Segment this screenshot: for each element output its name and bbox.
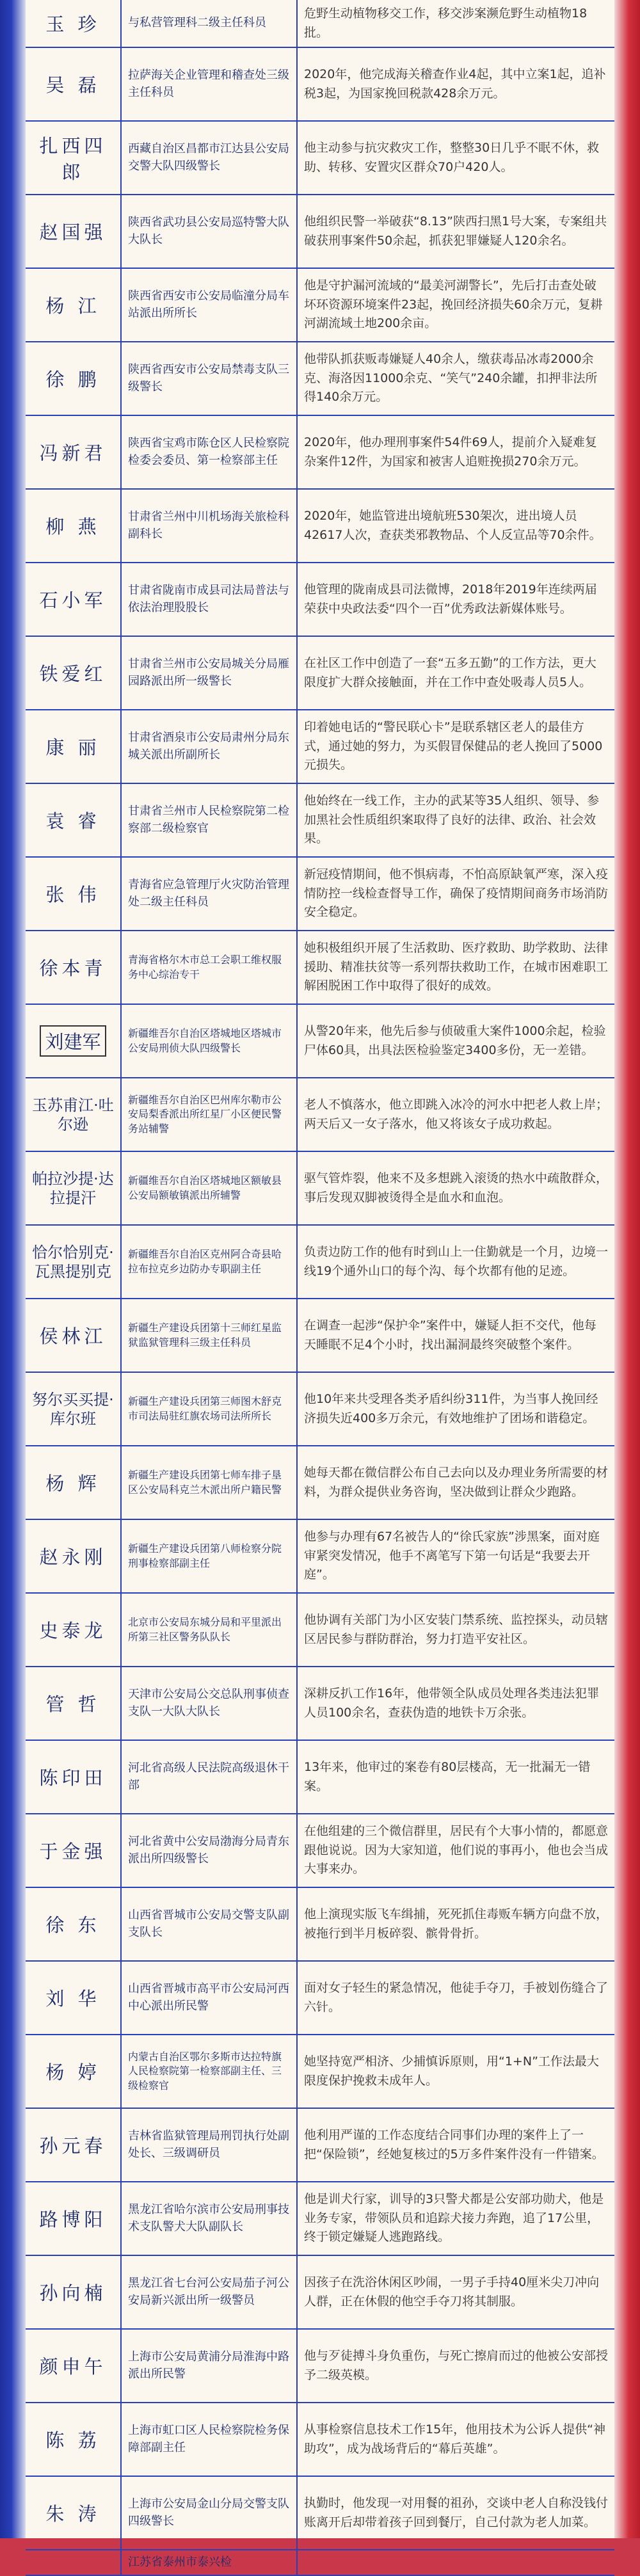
deed-description: 13年来，他审过的案卷有80层楼高，无一批漏无一错案。 xyxy=(304,1760,591,1793)
person-name xyxy=(26,1962,122,2034)
table-row xyxy=(26,637,614,710)
table-row xyxy=(26,2256,614,2330)
person-name xyxy=(26,2182,122,2255)
work-unit: 甘肃省兰州中川机场海关旅检科副科长 xyxy=(122,490,298,562)
person-name-text: 史泰龙 xyxy=(39,1620,107,1642)
work-unit: 甘肃省陇南市成县司法局普法与依法治理股股长 xyxy=(122,563,298,636)
person-name xyxy=(26,1814,122,1887)
person-name-text: 杨 江 xyxy=(45,295,100,317)
person-name-text: 颜申午 xyxy=(39,2356,107,2378)
work-unit: 上海市公安局黄浦分局淮海中路派出所民警 xyxy=(122,2330,298,2402)
work-unit: 上海市虹口区人民检察院检务保障部副主任 xyxy=(122,2403,298,2476)
deed-description: 他组织民警一举破获“8.13”陕西扫黑1号大案，专案组共破获刑事案件50余起，抓获犯罪嫌疑人120余名。 xyxy=(304,214,607,248)
person-name xyxy=(26,2330,122,2402)
work-unit: 陕西省西安市公安局禁毒支队三级警长 xyxy=(122,342,298,415)
work-unit: 河北省高级人民法院高级退休干部 xyxy=(122,1741,298,1813)
work-unit: 天津市公安局公交总队刑事侦查支队一大队大队长 xyxy=(122,1667,298,1740)
person-name-text: 孙向楠 xyxy=(39,2282,107,2304)
table-row xyxy=(26,2035,614,2109)
person-name xyxy=(26,2403,122,2476)
table-row xyxy=(26,48,614,122)
deed-description: 他利用严谨的工作态度结合同事们办理的案件上了一把“保险锁”，经她复核过的5万多件案件没有一件错案。 xyxy=(304,2128,604,2161)
person-name xyxy=(26,858,122,930)
work-unit: 青海省应急管理厅火灾防治管理处二级主任科员 xyxy=(122,858,298,930)
deed-description: 负责边防工作的他有时到山上一住勤就是一个月，边境一线19个通外山口的每个沟、每个坎都有他的足迹。 xyxy=(304,1245,609,1278)
person-name-text: 冯新君 xyxy=(39,442,107,464)
work-unit: 内蒙古自治区鄂尔多斯市达拉特旗人民检察院第一检察部副主任、三级检察官 xyxy=(122,2035,298,2108)
person-name-text: 管 哲 xyxy=(45,1693,100,1715)
work-unit: 青海省格尔木市总工会职工维权服务中心综治专干 xyxy=(122,931,298,1004)
person-name xyxy=(26,416,122,488)
work-unit: 西藏自治区昌都市江达县公安局交警大队四级警长 xyxy=(122,122,298,194)
person-name-text: 扎西四郎 xyxy=(39,134,107,183)
table-row xyxy=(26,490,614,563)
deed-description: 他始终在一线工作，主办的武某等35人组织、领导、参加黑社会性质组织案取得了良好的法律、政治、社会效果。 xyxy=(304,794,600,846)
person-name xyxy=(26,637,122,709)
person-name xyxy=(26,1226,122,1298)
table-row xyxy=(26,1373,614,1446)
deed-description: 他与歹徒搏斗身负重伤，与死亡擦肩而过的他被公安部授予二级英模。 xyxy=(304,2349,609,2382)
person-name xyxy=(26,1005,122,1077)
table-row xyxy=(26,1226,614,1299)
person-name xyxy=(26,269,122,341)
table-row xyxy=(26,2550,614,2576)
deed-description: 在调查一起涉“保护伞”案件中，嫌疑人拒不交代，他每天睡眠不足4个小时，找出漏洞最终突破整个案件。 xyxy=(304,1318,596,1352)
table-row xyxy=(26,931,614,1005)
person-name xyxy=(26,48,122,120)
person-name xyxy=(26,195,122,268)
person-name xyxy=(26,122,122,194)
work-unit: 新疆维吾尔自治区克州阿合奇县哈拉布拉克乡边防办专职副主任 xyxy=(122,1226,298,1298)
person-name xyxy=(26,931,122,1004)
person-name-text: 石小军 xyxy=(39,589,107,611)
deed-description: 他是守护漏河流域的“最美河湖警长”，先后打击查处破坏环资源环境案件23起，挽回经济损失60余万元，复耕河湖流域土地200余亩。 xyxy=(304,278,603,331)
deed-description: 驱气管炸裂，他来不及多想跳入滚烫的热水中疏散群众，事后发现双脚被烫得全是血水和血泡。 xyxy=(304,1171,609,1204)
table-row xyxy=(26,416,614,490)
deed-description: 她积极组织开展了生活救助、医疗救助、助学救助、法律援助、精准扶贫等一系列帮扶救助工作，在城市困难职工解困脱困工作中取得了很好的成效。 xyxy=(304,941,609,993)
table-row xyxy=(26,2477,614,2550)
person-name xyxy=(26,1446,122,1519)
person-name-text: 康 丽 xyxy=(45,737,100,758)
person-name xyxy=(26,2477,122,2549)
person-name xyxy=(26,563,122,636)
table-row xyxy=(26,1299,614,1373)
person-name-text: 吴 磊 xyxy=(45,74,100,96)
table-row xyxy=(26,1594,614,1667)
work-unit: 陕西省武功县公安局巡特警大队大队长 xyxy=(122,195,298,268)
table-row xyxy=(26,2182,614,2256)
deed-description: 深耕反扒工作16年，他带领全队成员处理各类违法犯罪人员100余名，查获伪造的地铁卡万余张。 xyxy=(304,1686,600,1720)
deed-description: 在社区工作中创造了一套“五多五勤”的工作方法，更大限度扩大群众接触面，并在工作中查处吸毒人员5人。 xyxy=(304,656,596,689)
person-name xyxy=(26,2550,122,2575)
person-name-text: 铁爱红 xyxy=(39,663,107,685)
person-name xyxy=(26,1888,122,1960)
person-name xyxy=(26,1152,122,1224)
person-name-text: 张 伟 xyxy=(45,884,100,906)
table-row xyxy=(26,2109,614,2182)
deed-description: 2020年，她监管进出境航班530架次，进出境人员42617人次，查获类邪教物品、个人反宣品等70余件。 xyxy=(304,509,602,542)
person-name-text: 路博阳 xyxy=(39,2209,107,2230)
person-name-text: 于金强 xyxy=(39,1841,107,1862)
person-name xyxy=(26,710,122,783)
person-name-text: 徐 鹏 xyxy=(45,369,100,390)
work-unit: 吉林省监狱管理局刑罚执行处副处长、三级调研员 xyxy=(122,2109,298,2181)
deed-description: 2020年，他完成海关稽查作业4起，其中立案1起，追补税3起，为国家挽回税款428余万元。 xyxy=(304,67,606,100)
person-name-text: 朱 涛 xyxy=(45,2503,100,2525)
person-name-text: 刘 华 xyxy=(45,1988,100,2010)
table-row xyxy=(26,1814,614,1888)
work-unit: 新疆维吾尔自治区巴州库尔勒市公安局梨香派出所红星厂小区便民警务站辅警 xyxy=(122,1078,298,1151)
deed-description: 他参与办理有67名被告人的“徐氏家族”涉黑案，面对庭审紧突发情况，他手不离笔写下第一句话是“我要去开庭”。 xyxy=(304,1530,600,1582)
work-unit: 新疆生产建设兵团第七师车排子垦区公安局科克兰木派出所户籍民警 xyxy=(122,1446,298,1519)
honor-roll-sheet xyxy=(26,0,614,2569)
deed-description: 他管理的陇南成县司法微博，2018年2019年连续两届荣获中央政法委“四个一百”优秀政法新媒体账号。 xyxy=(304,582,597,616)
table-row xyxy=(26,269,614,342)
work-unit: 河北省黄中公安局渤海分局青东派出所四级警长 xyxy=(122,1814,298,1887)
person-name xyxy=(26,784,122,856)
person-name-text: 徐 东 xyxy=(45,1914,100,1936)
deed-description: 他主动参与抗灾救灾工作，整整30日几乎不眠不休，救助、转移、安置灾区群众70户420人。 xyxy=(304,141,600,174)
work-unit: 新疆生产建设兵团第十三师红星监狱监狱管理科三级主任科员 xyxy=(122,1299,298,1372)
deed-description: 老人不慎落水，他立即跳入冰冷的河水中把老人救上岸；两天后又一女子落水，他又将该女子成功救起。 xyxy=(304,1098,609,1131)
person-name xyxy=(26,2256,122,2328)
deed-description: 她每天都在微信群公布自己去向以及办理业务所需要的材料，为群众提供业务咨询，坚决做到让群众少跑路。 xyxy=(304,1466,609,1499)
work-unit: 北京市公安局东城分局和平里派出所第三社区警务队队长 xyxy=(122,1594,298,1666)
deed-description: 他协调有关部门为小区安装门禁系统、监控探头，动员辖区居民参与群防群治，努力打造平安社区。 xyxy=(304,1613,609,1646)
table-row xyxy=(26,858,614,931)
work-unit: 甘肃省兰州市人民检察院第二检察部二级检察官 xyxy=(122,784,298,856)
person-name xyxy=(26,1667,122,1740)
person-name xyxy=(26,1520,122,1592)
left-decorative-band xyxy=(0,0,26,2538)
person-name-text: 赵永刚 xyxy=(39,1546,107,1568)
table-row xyxy=(26,1888,614,1962)
work-unit: 上海市公安局金山分局交警支队四级警长 xyxy=(122,2477,298,2549)
deed-description xyxy=(298,2550,614,2575)
deed-description: 他带队抓获贩毒嫌疑人40余人，缴获毒品冰毒2000余克、海洛因11000余克、“笑气”240余罐，扣押非法所得140余万元。 xyxy=(304,352,598,404)
work-unit: 陕西省宝鸡市陈仓区人民检察院检委会委员、第一检察部主任 xyxy=(122,416,298,488)
table-row xyxy=(26,0,614,48)
work-unit: 黑龙江省哈尔滨市公安局刑事技术支队警犬大队副队长 xyxy=(122,2182,298,2255)
person-name-text: 徐本青 xyxy=(39,957,107,979)
person-name-text: 陈印田 xyxy=(39,1767,107,1789)
work-unit: 新疆生产建设兵团第三师图木舒克市司法局驻红旗农场司法所所长 xyxy=(122,1373,298,1445)
person-name xyxy=(26,1299,122,1372)
person-name-text: 孙元春 xyxy=(39,2135,107,2157)
table-row xyxy=(26,1152,614,1226)
work-unit: 黑龙江省七台河公安局茄子河公安局新兴派出所一级警员 xyxy=(122,2256,298,2328)
table-row xyxy=(26,1741,614,1814)
deed-description: 危野生动植物移交工作，移交涉案濒危野生动植物18批。 xyxy=(304,6,588,40)
deed-description: 2020年，他办理刑事案件54件69人，提前介入疑难复杂案件12件，为国家和被害人追赃挽损270余万元。 xyxy=(304,435,597,468)
person-name xyxy=(26,2109,122,2181)
person-name xyxy=(26,1594,122,1666)
deed-description: 他是训犬行家，训导的3只警犬都是公安部功勋犬，他是业务专家，带领队员和追踪犬接力奔跑，追了17公里，终于锁定嫌疑人逃跑路线。 xyxy=(304,2192,604,2244)
table-row xyxy=(26,195,614,269)
deed-description: 新冠疫情期间，他不惧病毒，不怕高原缺氧严寒，深入疫情防控一线检查督导工作，确保了疫情期间商务市场消防安全稳定。 xyxy=(304,867,609,920)
work-unit: 山西省晋城市高平市公安局河西中心派出所民警 xyxy=(122,1962,298,2034)
person-name-text: 恰尔恰别克·瓦黑提别克 xyxy=(32,1243,114,1281)
person-name xyxy=(26,342,122,415)
honor-roll-table xyxy=(26,0,614,2576)
person-name xyxy=(26,1078,122,1151)
person-name-text: 刘建军 xyxy=(40,1025,106,1057)
table-row xyxy=(26,563,614,637)
table-row xyxy=(26,1667,614,1741)
table-row xyxy=(26,1078,614,1152)
deed-description: 在他组建的三个微信群里，居民有个大事小情的，都愿意跟他说说。因为大家知道，他们说的事再小，他也会当成大事来办。 xyxy=(304,1824,609,1876)
table-row xyxy=(26,2403,614,2477)
table-row xyxy=(26,1446,614,1520)
person-name xyxy=(26,1741,122,1813)
deed-description: 他上演现实版飞车缉捕，死死抓住毒贩车辆方向盘不放，被拖行到半月板碎裂、髌骨骨折。 xyxy=(304,1907,609,1940)
work-unit: 新疆生产建设兵团第八师检察分院刑事检察部副主任 xyxy=(122,1520,298,1592)
table-row xyxy=(26,122,614,195)
work-unit: 拉萨海关企业管理和稽查处三级主任科员 xyxy=(122,48,298,120)
work-unit: 山西省晋城市公安局交警支队副支队长 xyxy=(122,1888,298,1960)
person-name-text: 赵国强 xyxy=(39,221,107,243)
deed-description: 执勤时，他发现一对用餐的祖孙，交谈中老人自称没钱付账离开后却带着孩子回到餐厅，自己付款为老人加菜。 xyxy=(304,2496,609,2529)
person-name-text: 侯林江 xyxy=(39,1325,107,1347)
work-unit: 甘肃省兰州市公安局城关分局雁园路派出所一级警长 xyxy=(122,637,298,709)
table-row xyxy=(26,342,614,416)
deed-description: 她坚持宽严相济、少捕慎诉原则，用“1+N”工作法最大限度保护挽救未成年人。 xyxy=(304,2054,599,2088)
table-row xyxy=(26,1962,614,2035)
person-name xyxy=(26,1373,122,1445)
person-name-text: 杨 婷 xyxy=(45,2061,100,2083)
work-unit: 新疆维吾尔自治区塔城地区额敏县公安局额敏镇派出所辅警 xyxy=(122,1152,298,1224)
person-name-text: 帕拉沙提·达拉提汗 xyxy=(32,1169,114,1207)
person-name-text: 杨 辉 xyxy=(45,1473,100,1494)
deed-description: 从事检察信息技术工作15年，他用技术为公诉人提供“神助攻”，成为战场背后的“幕后英雄”。 xyxy=(304,2422,606,2456)
work-unit: 新疆维吾尔自治区塔城地区塔城市公安局刑侦大队四级警长 xyxy=(122,1005,298,1077)
person-name-text: 陈 荔 xyxy=(45,2429,100,2451)
work-unit: 与私营管理科二级主任科员 xyxy=(122,0,298,47)
table-row xyxy=(26,2330,614,2403)
person-name xyxy=(26,2035,122,2108)
person-name xyxy=(26,490,122,562)
table-row xyxy=(26,784,614,858)
work-unit: 甘肃省酒泉市公安局肃州分局东城关派出所副所长 xyxy=(122,710,298,783)
person-name-text: 努尔买买提·库尔班 xyxy=(32,1390,114,1428)
table-row xyxy=(26,1005,614,1078)
person-name xyxy=(26,0,122,47)
deed-description: 印着她电话的“警民联心卡”是联系辖区老人的最佳方式，通过她的努力，为买假冒保健品的老人挽回了5000元损失。 xyxy=(304,720,603,772)
person-name-text: 柳 燕 xyxy=(45,516,100,538)
table-row xyxy=(26,1520,614,1594)
person-name-text: 玉苏甫江·吐尔逊 xyxy=(32,1096,114,1133)
person-name-text: 玉 珍 xyxy=(45,13,100,35)
deed-description: 因孩子在洗浴休闲区吵闹，一男子手持40厘米尖刀冲向人群，正在休假的他空手夺刀将其制服。 xyxy=(304,2275,600,2308)
deed-description: 他10年来共受理各类矛盾纠纷311件，为当事人挽回经济损失近400多万余元，有效地维护了团场和谐稳定。 xyxy=(304,1392,598,1425)
table-row xyxy=(26,710,614,784)
right-decorative-band xyxy=(614,0,640,2538)
deed-description: 面对女子轻生的紧急情况，他徒手夺刀，手被划伤缝合了六针。 xyxy=(304,1981,609,2014)
work-unit: 陕西省西安市公安局临潼分局车站派出所所长 xyxy=(122,269,298,341)
deed-description: 从警20年来，他先后参与侦破重大案件1000余起，检验尸体60具，出具法医检验鉴定3400多份，无一差错。 xyxy=(304,1024,606,1057)
work-unit: 江苏省泰州市泰兴检 xyxy=(122,2550,298,2575)
person-name-text: 袁 睿 xyxy=(45,810,100,832)
